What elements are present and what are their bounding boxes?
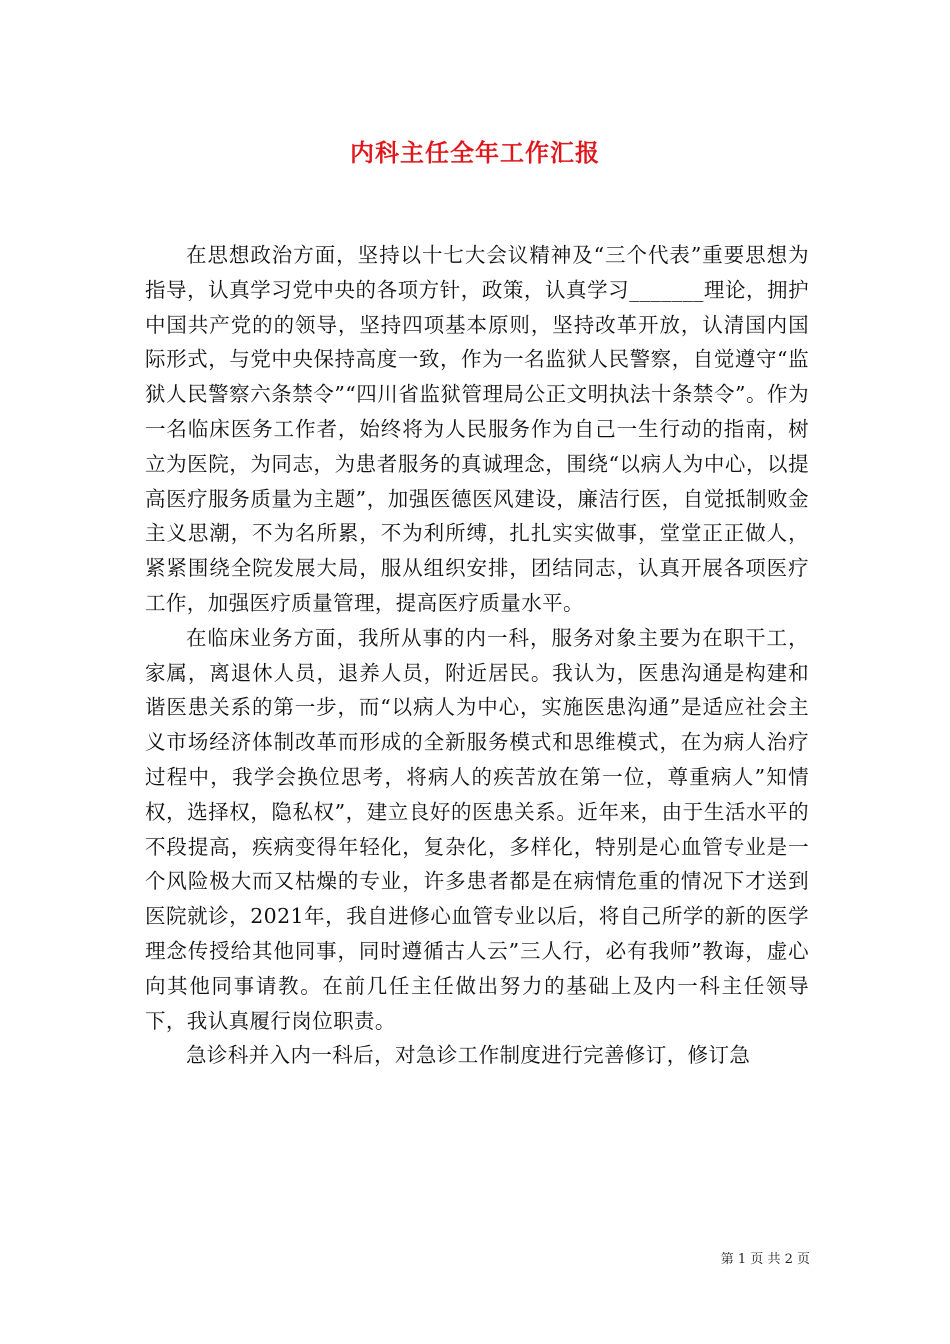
document-title: 内科主任全年工作汇报 bbox=[350, 138, 600, 167]
paragraph-clinical: 在临床业务方面，我所从事的内一科，服务对象主要为在职干工，家属，离退休人员，退养人员，附近居民。我认为，医患沟通是构建和谐医患关系的第一步，而“以病人为中心，实施医患沟通”是适应社会主义市场经济体制改革而形成的全新服务模式和思维模式，在为病人治疗过程中，我学会换位思考，将病人的疾苦放在第一位，尊重病人”知情权，选择权，隐私权”，建立良好的医患关系。近年来，由于生活水平的不段提高，疾病变得年轻化，复杂化，多样化，特别是心血管专业是一个风险极大而又枯燥的专业，许多患者都是在病情危重的情况下才送到医院就诊，2021年，我自进修心血管专业以后，将自己所学的新的医学理念传授给其他同事，同时遵循古人云”三人行，必有我师”教诲，虚心向其他同事请教。在前几任主任做出努力的基础上及内一科主任领导下，我认真履行岗位职责。 bbox=[145, 625, 809, 1033]
paragraph-political: 在思想政治方面，坚持以十七大会议精神及“三个代表”重要思想为指导，认真学习党中央的各项方针，政策，认真学习_______理论，拥护中国共产党的的领导，坚持四项基本原则，坚持改革开放，认清国内国际形式，与党中央保持高度一致，作为一名监狱人民警察，自觉遵守“监狱人民警察六条禁令”“四川省监狱管理局公正文明执法十条禁令”。作为一名临床医务工作者，始终将为人民服务作为自己一生行动的指南，树立为医院，为同志，为患者服务的真诚理念，围绕“以病人为中心，以提高医疗服务质量为主题”，加强医德医风建设，廉洁行医，自觉抵制败金主义思潮，不为名所累，不为利所缚，扎扎实实做事，堂堂正正做人，紧紧围绕全院发展大局，服从组织安排，团结同志，认真开展各项医疗工作，加强医疗质量管理，提高医疗质量水平。 bbox=[145, 243, 809, 615]
document-body bbox=[145, 238, 809, 1073]
paragraph-emergency: 急诊科并入内一科后，对急诊工作制度进行完善修订，修订急 bbox=[186, 1043, 751, 1068]
page-number: 第 1 页 共 2 页 bbox=[720, 1252, 810, 1267]
